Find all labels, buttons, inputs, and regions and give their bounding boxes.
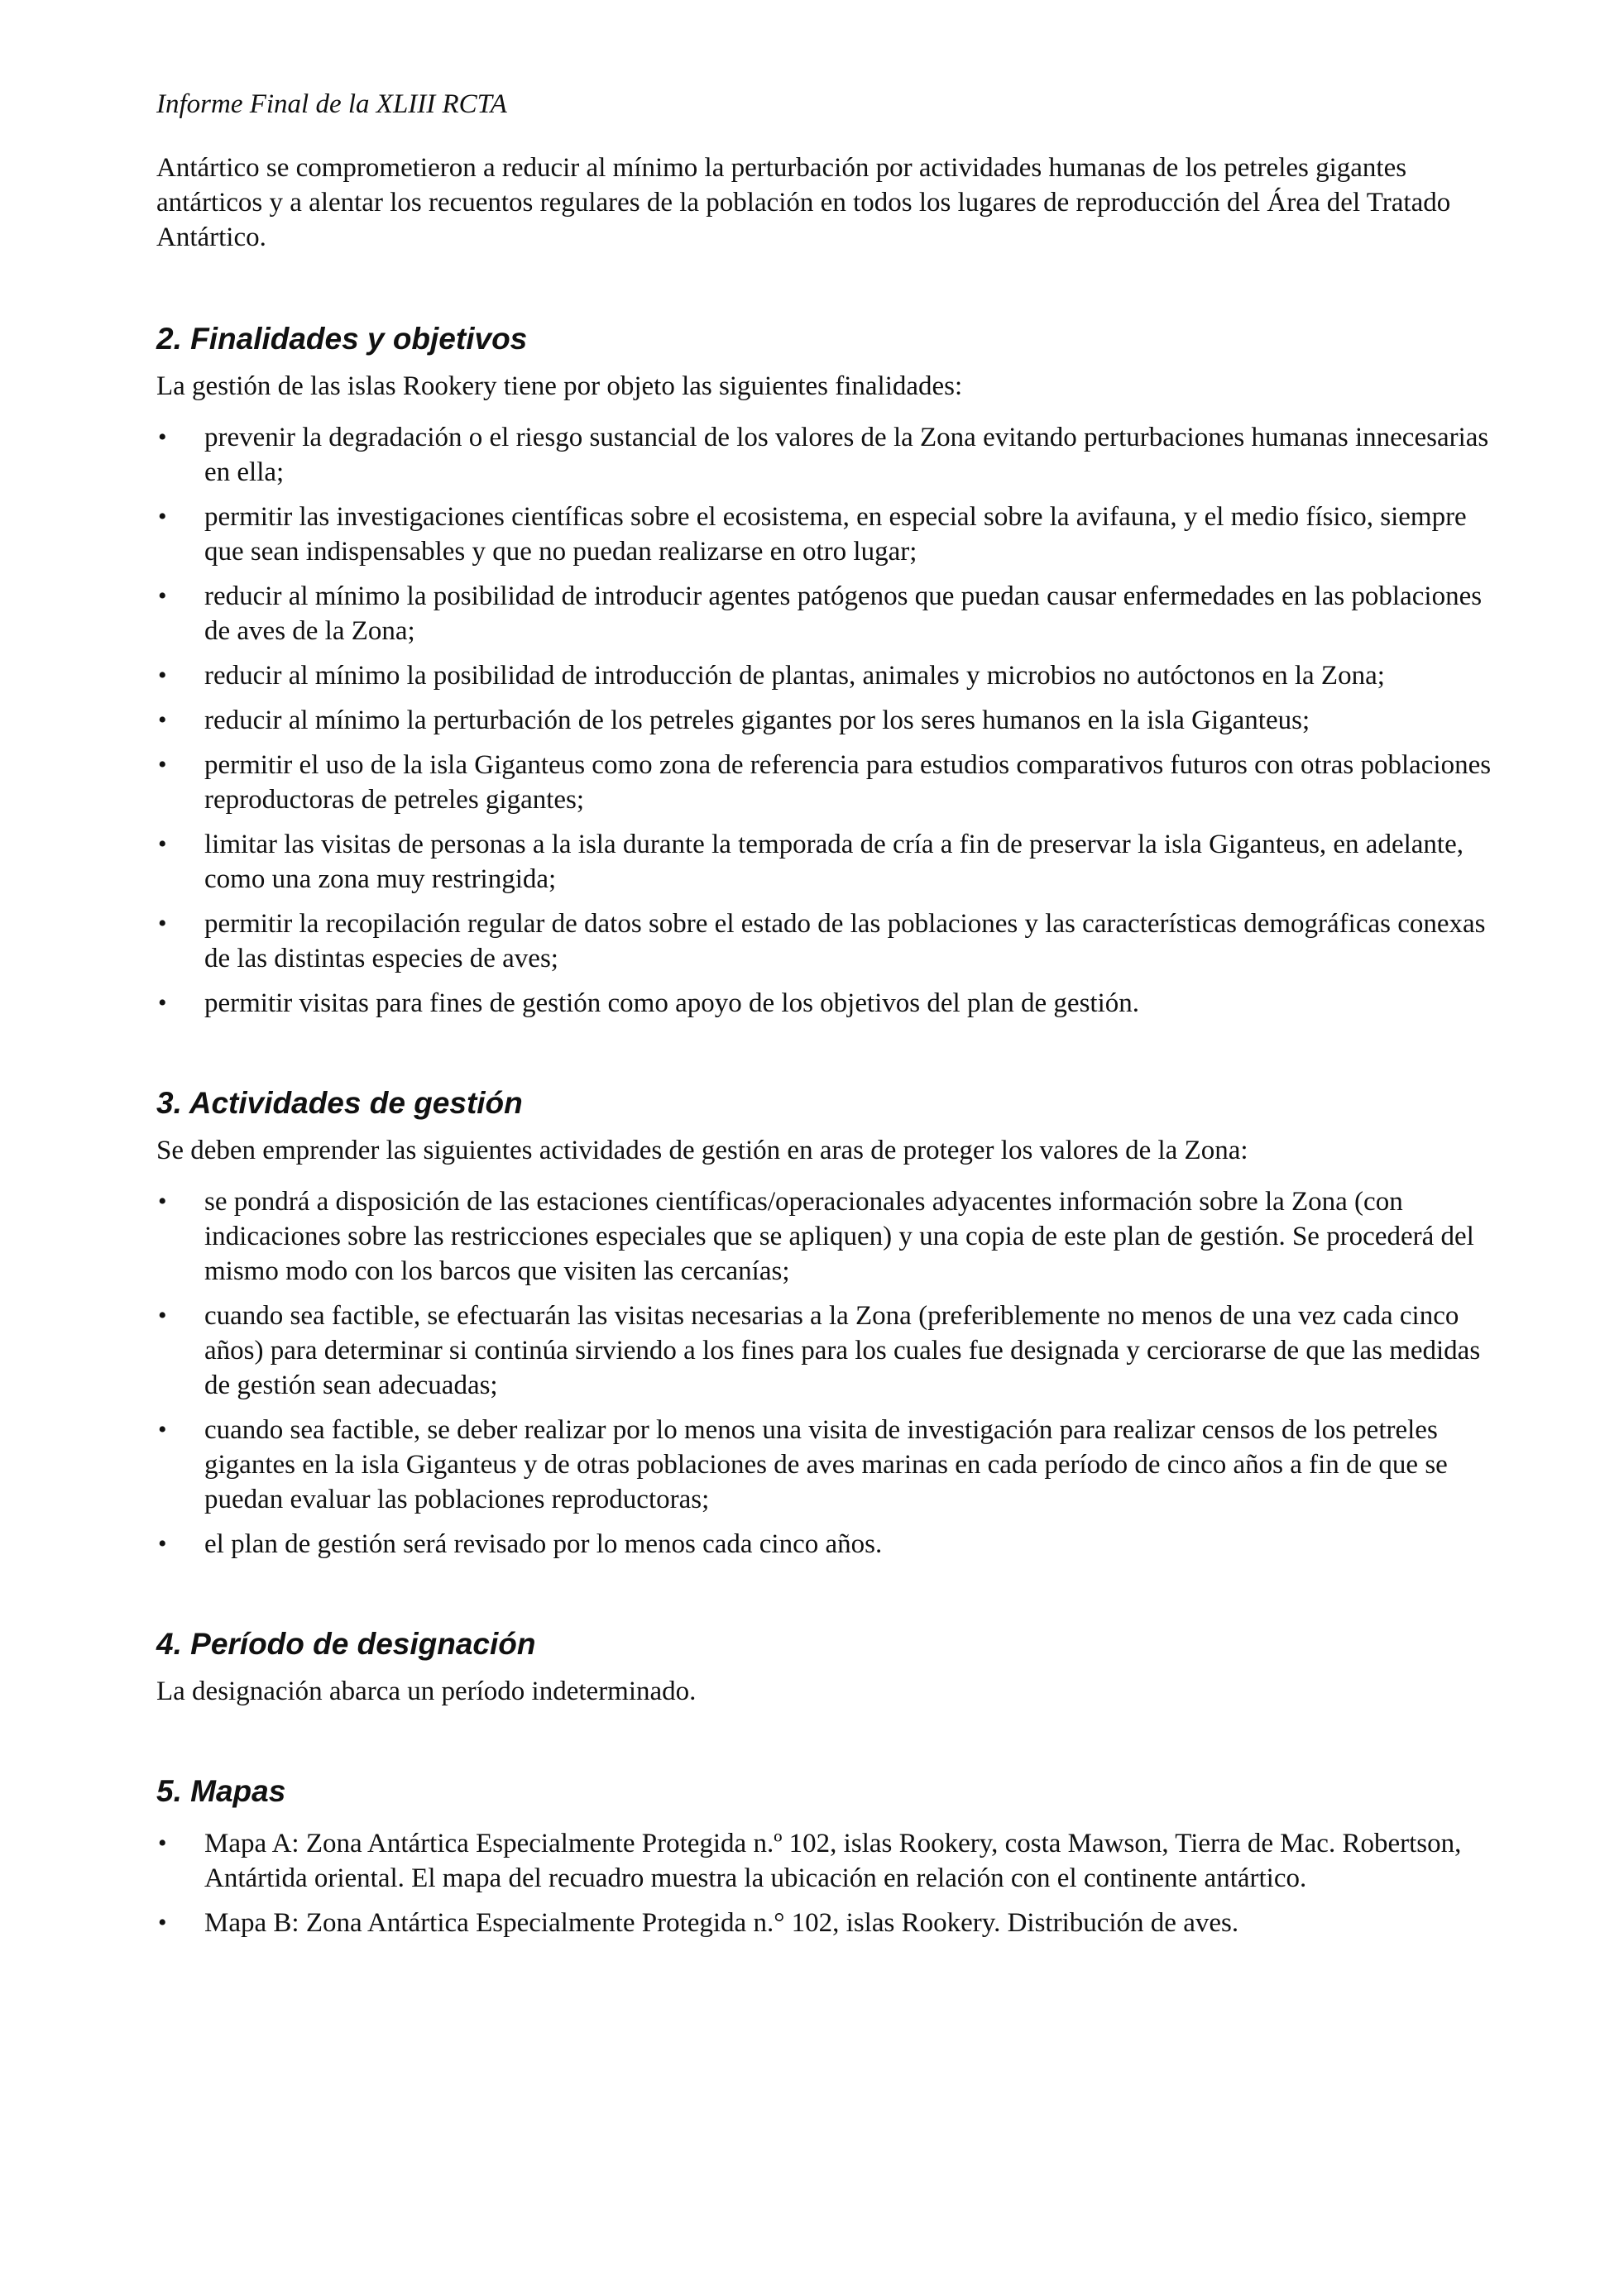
section-mapas bbox=[156, 1773, 1497, 1940]
bullet-icon: • bbox=[158, 1188, 167, 1215]
list-item bbox=[156, 500, 1497, 569]
section-heading: 3. Actividades de gestión bbox=[156, 1086, 523, 1120]
bullet-icon: • bbox=[158, 1909, 167, 1936]
bullet-icon: • bbox=[158, 751, 167, 778]
list-item bbox=[156, 1413, 1497, 1517]
section-lead: La designación abarca un período indeterminado. bbox=[156, 1677, 697, 1706]
section-lead: La gestión de las islas Rookery tiene por objeto las siguientes finalidades: bbox=[156, 371, 963, 401]
list-item bbox=[156, 1184, 1497, 1289]
list-item bbox=[156, 1299, 1497, 1403]
bullet-icon: • bbox=[158, 830, 167, 858]
section-lead: Se deben emprender las siguientes actividades de gestión en aras de proteger los valores de la Zona: bbox=[156, 1136, 1248, 1165]
document-page bbox=[156, 88, 1497, 1950]
list-item bbox=[156, 986, 1497, 1021]
intro-paragraph: Antártico se comprometieron a reducir al mínimo la perturbación por actividades humanas de los petreles gigantes antárticos y a alentar los recuentos regulares de la población en todos los lugares de reproducción del Área del Tratado Antártico. bbox=[156, 153, 1451, 252]
list-item bbox=[156, 827, 1497, 897]
list-item bbox=[156, 579, 1497, 648]
bullet-icon: • bbox=[158, 910, 167, 937]
running-header: Informe Final de la XLIII RCTA bbox=[156, 89, 507, 119]
list-item-text: cuando sea factible, se deber realizar por lo menos una visita de investigación para realizar censos de los petreles gigantes en la isla Giganteus y de otras poblaciones de aves marinas en cada período de cinco años a fin de que se puedan evaluar las poblaciones reproductoras; bbox=[204, 1415, 1448, 1514]
list-item-text: el plan de gestión será revisado por lo menos cada cinco años. bbox=[204, 1529, 883, 1559]
list-item-text: permitir el uso de la isla Giganteus como zona de referencia para estudios comparativos futuros con otras poblaciones reproductoras de petreles gigantes; bbox=[204, 750, 1492, 815]
section-periodo bbox=[156, 1626, 1497, 1709]
section-heading: 5. Mapas bbox=[156, 1774, 286, 1808]
bullet-icon: • bbox=[158, 706, 167, 734]
section-finalidades bbox=[156, 321, 1497, 1021]
bullet-list bbox=[156, 1826, 1497, 1940]
list-item-text: se pondrá a disposición de las estaciones científicas/operacionales adyacentes información sobre la Zona (con indicaciones sobre las restricciones especiales que se apliquen) y una copia de este plan de gestión. Se procederá del mismo modo con los barcos que visiten las cercanías; bbox=[204, 1187, 1474, 1286]
bullet-icon: • bbox=[158, 1830, 167, 1857]
list-item-text: cuando sea factible, se efectuarán las visitas necesarias a la Zona (preferiblemente no menos de una vez cada cinco años) para determinar si continúa sirviendo a los fines para los cuales fue designada y cerciorarse de que las medidas de gestión sean adecuadas; bbox=[204, 1301, 1481, 1400]
section-actividades bbox=[156, 1085, 1497, 1562]
list-item-text: prevenir la degradación o el riesgo sustancial de los valores de la Zona evitando perturbaciones humanas innecesarias en ella; bbox=[204, 423, 1489, 487]
list-item-text: Mapa B: Zona Antártica Especialmente Protegida n.° 102, islas Rookery. Distribución de aves. bbox=[204, 1908, 1239, 1938]
list-item bbox=[156, 748, 1497, 817]
list-item bbox=[156, 1527, 1497, 1562]
list-item-text: Mapa A: Zona Antártica Especialmente Protegida n.º 102, islas Rookery, costa Mawson, Tierra de Mac. Robertson, Antártida oriental. El mapa del recuadro muestra la ubicación en relación con el continente antártico. bbox=[204, 1829, 1462, 1893]
bullet-list bbox=[156, 1184, 1497, 1562]
bullet-icon: • bbox=[158, 1416, 167, 1443]
bullet-icon: • bbox=[158, 662, 167, 689]
bullet-icon: • bbox=[158, 423, 167, 451]
list-item-text: reducir al mínimo la posibilidad de introducción de plantas, animales y microbios no autóctonos en la Zona; bbox=[204, 661, 1385, 691]
section-heading: 4. Período de designación bbox=[156, 1627, 536, 1661]
list-item bbox=[156, 906, 1497, 976]
bullet-icon: • bbox=[158, 503, 167, 530]
list-item bbox=[156, 1906, 1497, 1940]
list-item bbox=[156, 420, 1497, 490]
list-item-text: limitar las visitas de personas a la isla durante la temporada de cría a fin de preservar la isla Giganteus, en adelante, como una zona muy restringida; bbox=[204, 830, 1464, 894]
bullet-list bbox=[156, 420, 1497, 1021]
bullet-icon: • bbox=[158, 582, 167, 610]
bullet-icon: • bbox=[158, 1530, 167, 1557]
list-item bbox=[156, 658, 1497, 693]
list-item-text: reducir al mínimo la perturbación de los petreles gigantes por los seres humanos en la isla Giganteus; bbox=[204, 706, 1310, 735]
list-item-text: permitir visitas para fines de gestión como apoyo de los objetivos del plan de gestión. bbox=[204, 988, 1140, 1018]
bullet-icon: • bbox=[158, 1302, 167, 1329]
list-item-text: permitir la recopilación regular de datos sobre el estado de las poblaciones y las características demográficas conexas de las distintas especies de aves; bbox=[204, 909, 1486, 973]
bullet-icon: • bbox=[158, 989, 167, 1016]
section-heading: 2. Finalidades y objetivos bbox=[156, 322, 528, 356]
list-item bbox=[156, 703, 1497, 738]
list-item-text: permitir las investigaciones científicas sobre el ecosistema, en especial sobre la avifauna, y el medio físico, siempre que sean indispensables y que no puedan realizarse en otro lugar; bbox=[204, 502, 1467, 567]
list-item-text: reducir al mínimo la posibilidad de introducir agentes patógenos que puedan causar enfermedades en las poblaciones de aves de la Zona; bbox=[204, 581, 1483, 646]
list-item bbox=[156, 1826, 1497, 1896]
